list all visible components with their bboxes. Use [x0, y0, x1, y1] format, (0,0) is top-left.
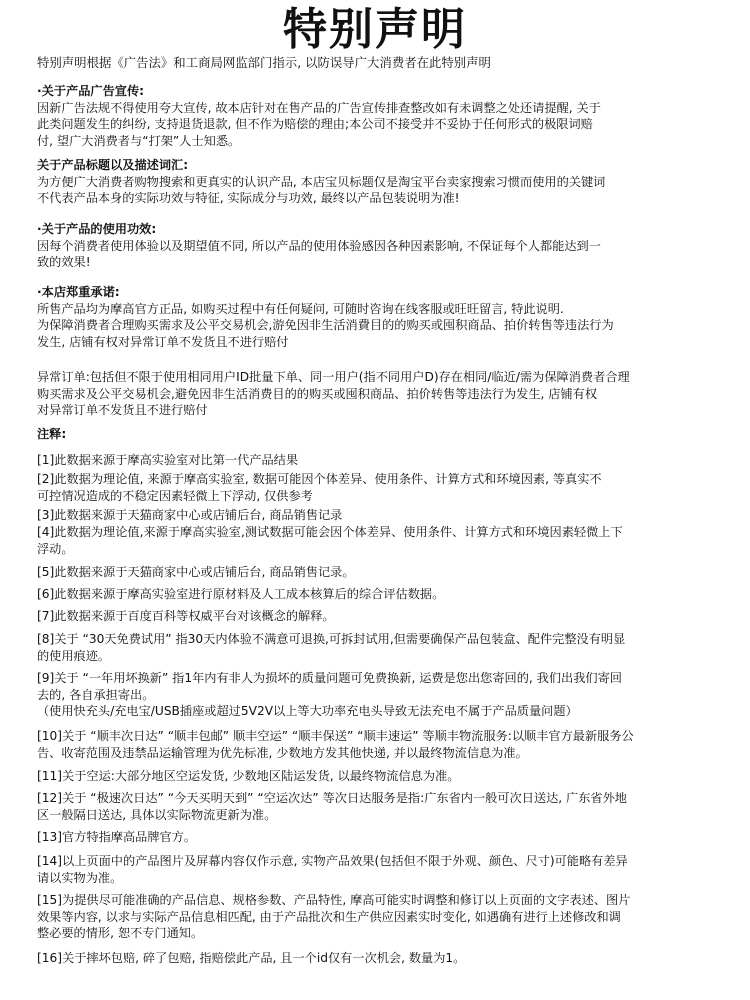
section-line: 因每个消费者使用体验以及期望值不同, 所以产品的使用体验感因各种因素影响, 不保证每个人都能达到一 — [37, 238, 601, 253]
note-9 — [37, 670, 729, 720]
note-1 — [37, 452, 729, 469]
section-store-promise — [37, 284, 729, 350]
section-line: 异常订单:包括但不限于使用相同用户ID批量下单、同一用户(指不同用户D)存在相同/临近/需为保障消费者合理 — [37, 370, 630, 384]
notes-heading-block — [37, 426, 729, 443]
section-line: 对异常订单不发货且不进行赔付 — [37, 403, 208, 418]
note-line: [2]此数据为理论值, 来源于摩高实验室, 数据可能因个体差异、使用条件、计算方式和环境因素, 等真实不 — [37, 472, 602, 486]
note-line: [8]关于 “30天免费试用” 指30天内体验不满意可退换,可拆封试用,但需要确保产品包装盒、配件完整没有明显 — [37, 632, 626, 646]
note-10 — [37, 728, 729, 761]
note-line: [3]此数据来源于天猫商家中心或店铺后台, 商品销售记录 — [37, 508, 343, 522]
note-line: （使用快充头/充电宝/USB插座或超过5V2V以上等大功率充电头导致无法充电不属于产品质量问题） — [37, 704, 578, 719]
note-16 — [37, 950, 729, 967]
note-7 — [37, 608, 729, 625]
section-abnormal-order — [37, 369, 729, 419]
note-line: 告、收寄范围及违禁品运输管理为优先标准, 少数地方发其他快递, 并以最终物流信息为准。 — [37, 745, 528, 760]
note-13 — [37, 829, 729, 846]
note-line: 浮动。 — [37, 541, 74, 556]
section-line: 所售产品均为摩高官方正品, 如购买过程中有任何疑问, 可随时咨询在线客服或旺旺留言, 特此说明. — [37, 301, 564, 316]
note-line: [11]关于空运:大部分地区空运发货, 少数地区陆运发货, 以最终物流信息为准。 — [37, 769, 460, 783]
note-line: [1]此数据来源于摩高实验室对比第一代产品结果 — [37, 453, 299, 467]
note-2 — [37, 471, 729, 504]
note-line: [7]此数据来源于百度百科等权威平台对该概念的解释。 — [37, 609, 335, 623]
note-line: [13]官方特指摩高品牌官方。 — [37, 830, 197, 844]
page-title: 特别声明 — [283, 4, 467, 55]
note-line: [4]此数据为理论值,来源于摩高实验室,测试数据可能会因个体差异、使用条件、计算方式和环境因素轻微上下 — [37, 525, 623, 539]
note-3 — [37, 507, 729, 524]
note-line: 可控情况造成的不稳定因素轻微上下浮动, 仅供参考 — [37, 488, 313, 503]
section-usage-effect — [37, 221, 729, 271]
section-line: 为保障消费者合理购买需求及公平交易机会,游免因非生活消費目的的购买或囤积商品、拍价转售等违法行为 — [37, 318, 614, 333]
note-line: [5]此数据来源于天猫商家中心或店铺后台, 商品销售记录。 — [37, 565, 355, 579]
note-11 — [37, 768, 729, 785]
note-line: 效果等内容, 以求与实际产品信息相匹配, 由于产品批次和生产供应因素实时变化, 如遇确有进行上述修改和调 — [37, 909, 621, 924]
note-line: [14]以上页面中的产品图片及屏幕内容仅作示意, 实物产品效果(包括但不限于外观、颜色、尺寸)可能略有差异 — [37, 854, 628, 868]
note-8 — [37, 631, 729, 664]
note-line: [10]关于 “顺丰次日达” “顺丰包邮” 顺丰空运” “顺丰保送” “顺丰速运” 等顺丰物流服务:以顺丰官方最新服务公 — [37, 729, 634, 743]
section-line: 付, 望广大消费者与“打架”人士知悉。 — [37, 133, 241, 148]
section-line: 不代表产品本身的实际功效与特征, 实际成分与功效, 最终以产品包装说明为准! — [37, 191, 460, 206]
section-heading: ·关于产品的使用功效: — [37, 222, 157, 236]
note-line: 的使用痕迹。 — [37, 648, 111, 663]
section-heading: ·关于产品广告宣传: — [37, 84, 145, 98]
note-15 — [37, 892, 729, 942]
note-line: [12]关于 “极速次日达” “今天买明天到” “空运次达” 等次日达服务是指:广东省内一般可次日送达, 广东省外地 — [37, 791, 627, 805]
section-line: 购买需求及公平交易机会,避免因非生活消费目的的购买或囤积商品、拍价转售等违法行为发生, 店铺有权 — [37, 386, 598, 401]
section-ad-claims — [37, 83, 729, 149]
note-line: 去的, 各自承担寄出。 — [37, 687, 155, 702]
section-line: 为方便广大消费者购物搜索和更真实的认识产品, 本店宝贝标题仅是淘宝平台卖家搜索习惯而使用的关键词 — [37, 174, 606, 189]
note-6 — [37, 586, 729, 603]
note-line: [6]此数据来源于摩高实验室进行原材料及人工成本核算后的综合评估数据。 — [37, 587, 445, 601]
intro-text: 特别声明根据《广告法》和工商局网监部门指示, 以防误导广大消费者在此特别声明 — [37, 55, 491, 70]
section-line: 此类问题发生的纠纷, 支持退货退款, 但不作为赔偿的理由;本公司不接受并不妥协于任何形式的极限词赔 — [37, 117, 593, 132]
note-12 — [37, 790, 729, 823]
section-line: 致的效果! — [37, 255, 91, 270]
note-line: 区一般隔日送达, 具体以实际物流更新为准。 — [37, 807, 277, 822]
section-heading: ·本店郑重承诺: — [37, 285, 120, 299]
section-title-terms — [37, 157, 729, 207]
section-line: 因新广告法规不得使用夸大宣传, 故本店针对在售产品的广告宣传排查整改如有未调整之处还请提醒, 关于 — [37, 100, 601, 115]
note-4 — [37, 524, 729, 557]
note-line: 整必要的情形, 恕不专门通知。 — [37, 926, 204, 941]
note-5 — [37, 564, 729, 581]
note-line: [9]关于 “一年用坏换新” 指1年内有非人为损坏的质量问题可免费换新, 运费是您出您寄回的, 我们出我们寄回 — [37, 671, 622, 685]
notes-heading: 注释: — [37, 427, 67, 441]
note-14 — [37, 853, 729, 886]
section-heading: 关于产品标题以及描述词汇: — [37, 158, 189, 172]
note-line: [16]关于摔坏包赔, 碎了包赔, 指赔偿此产品, 且一个id仅有一次机会, 数量为1。 — [37, 951, 466, 965]
section-line: 发生, 店铺有权对异常订单不发货且不进行赔付 — [37, 334, 289, 349]
note-line: 请以实物为准。 — [37, 870, 123, 885]
note-line: [15]为提供尽可能准确的产品信息、规格参数、产品特性, 摩高可能实时调整和修订以上页面的文字表述、图片 — [37, 893, 631, 907]
